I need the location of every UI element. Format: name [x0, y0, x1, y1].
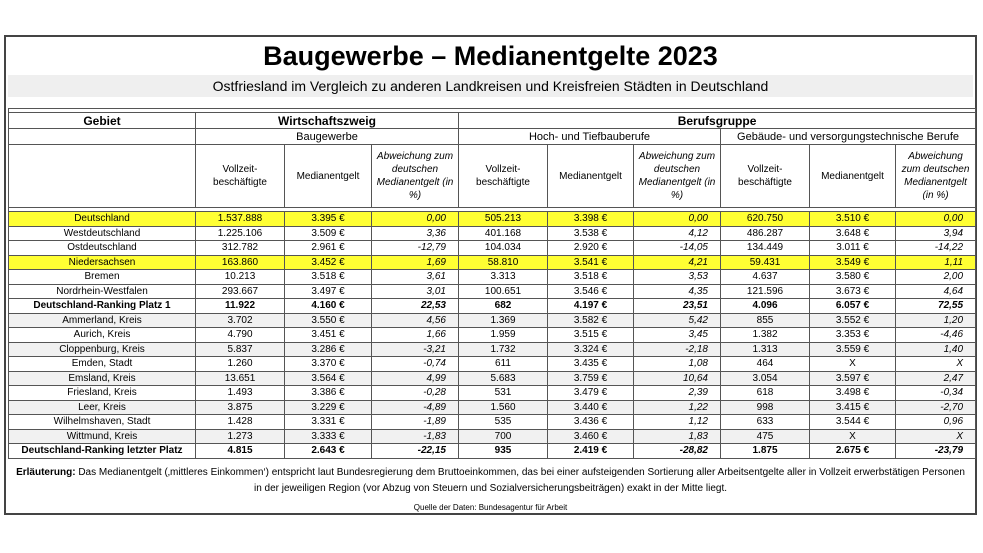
cell-vollzeit: 13.651: [196, 371, 285, 386]
cell-vollzeit: 935: [459, 444, 548, 459]
table-row: [9, 444, 976, 459]
cell-abweichung: X: [896, 429, 976, 444]
cell-vollzeit: 855: [721, 313, 810, 328]
cell-medianentgelt: 3.552 €: [810, 313, 896, 328]
cell-abweichung: -14,05: [634, 241, 721, 256]
row-region: Emsland, Kreis: [9, 371, 196, 386]
cell-medianentgelt: 3.564 €: [285, 371, 372, 386]
cell-vollzeit: 535: [459, 415, 548, 430]
cell-vollzeit: 1.273: [196, 429, 285, 444]
header-wirtschaftszweig: Wirtschaftszweig: [196, 113, 459, 129]
cell-abweichung: -0,34: [896, 386, 976, 401]
cell-abweichung: -4,89: [372, 400, 459, 415]
cell-vollzeit: 1.560: [459, 400, 548, 415]
cell-medianentgelt: 3.415 €: [810, 400, 896, 415]
header-abweichung: Abweichung zum deutschen Medianentgelt (in %): [372, 145, 459, 208]
cell-medianentgelt: 3.509 €: [285, 226, 372, 241]
cell-medianentgelt: 3.398 €: [548, 212, 634, 227]
cell-medianentgelt: 3.648 €: [810, 226, 896, 241]
cell-abweichung: 4,12: [634, 226, 721, 241]
cell-medianentgelt: X: [810, 357, 896, 372]
cell-medianentgelt: 3.550 €: [285, 313, 372, 328]
row-region: Deutschland-Ranking Platz 1: [9, 299, 196, 314]
cell-vollzeit: 1.382: [721, 328, 810, 343]
cell-medianentgelt: 3.538 €: [548, 226, 634, 241]
cell-abweichung: -28,82: [634, 444, 721, 459]
header-empty: [9, 145, 196, 208]
cell-medianentgelt: 2.961 €: [285, 241, 372, 256]
cell-medianentgelt: X: [810, 429, 896, 444]
row-region: Westdeutschland: [9, 226, 196, 241]
cell-vollzeit: 401.168: [459, 226, 548, 241]
cell-abweichung: 3,94: [896, 226, 976, 241]
cell-abweichung: 3,53: [634, 270, 721, 285]
cell-vollzeit: 100.651: [459, 284, 548, 299]
header-vollzeit: Vollzeit-beschäftigte: [196, 145, 285, 208]
cell-vollzeit: 5.837: [196, 342, 285, 357]
cell-vollzeit: 633: [721, 415, 810, 430]
cell-abweichung: 1,08: [634, 357, 721, 372]
cell-abweichung: -2,18: [634, 342, 721, 357]
cell-vollzeit: 475: [721, 429, 810, 444]
table-row: [9, 212, 976, 227]
cell-abweichung: 1,11: [896, 255, 976, 270]
cell-abweichung: -3,21: [372, 342, 459, 357]
header-medianentgelt: Medianentgelt: [285, 145, 372, 208]
cell-abweichung: 3,01: [372, 284, 459, 299]
cell-medianentgelt: 3.353 €: [810, 328, 896, 343]
cell-vollzeit: 312.782: [196, 241, 285, 256]
cell-vollzeit: 620.750: [721, 212, 810, 227]
cell-medianentgelt: 3.452 €: [285, 255, 372, 270]
cell-medianentgelt: 3.497 €: [285, 284, 372, 299]
header-row-2: [9, 129, 976, 145]
cell-abweichung: -2,70: [896, 400, 976, 415]
cell-vollzeit: 121.596: [721, 284, 810, 299]
cell-medianentgelt: 3.546 €: [548, 284, 634, 299]
cell-abweichung: -22,15: [372, 444, 459, 459]
cell-abweichung: 23,51: [634, 299, 721, 314]
header-row-1: [9, 113, 976, 129]
row-region: Deutschland: [9, 212, 196, 227]
cell-abweichung: 4,35: [634, 284, 721, 299]
cell-medianentgelt: 3.386 €: [285, 386, 372, 401]
header-vollzeit: Vollzeit-beschäftigte: [721, 145, 810, 208]
header-abweichung: Abweichung zum deutschen Medianentgelt (in %): [896, 145, 976, 208]
cell-vollzeit: 58.810: [459, 255, 548, 270]
cell-medianentgelt: 3.440 €: [548, 400, 634, 415]
cell-vollzeit: 104.034: [459, 241, 548, 256]
cell-medianentgelt: 3.541 €: [548, 255, 634, 270]
cell-abweichung: -12,79: [372, 241, 459, 256]
cell-vollzeit: 4.096: [721, 299, 810, 314]
cell-abweichung: 1,83: [634, 429, 721, 444]
cell-abweichung: 4,64: [896, 284, 976, 299]
header-vollzeit: Vollzeit-beschäftigte: [459, 145, 548, 208]
cell-vollzeit: 611: [459, 357, 548, 372]
cell-medianentgelt: 2.675 €: [810, 444, 896, 459]
row-region: Leer, Kreis: [9, 400, 196, 415]
cell-medianentgelt: 3.333 €: [285, 429, 372, 444]
table-body: [9, 212, 976, 459]
row-region: Emden, Stadt: [9, 357, 196, 372]
cell-medianentgelt: 3.395 €: [285, 212, 372, 227]
cell-vollzeit: 1.428: [196, 415, 285, 430]
cell-vollzeit: 505.213: [459, 212, 548, 227]
cell-vollzeit: 293.667: [196, 284, 285, 299]
cell-medianentgelt: 3.515 €: [548, 328, 634, 343]
cell-abweichung: 1,12: [634, 415, 721, 430]
cell-medianentgelt: 3.331 €: [285, 415, 372, 430]
header-empty: [9, 129, 196, 145]
table-row: [9, 241, 976, 256]
cell-vollzeit: 682: [459, 299, 548, 314]
cell-abweichung: 1,20: [896, 313, 976, 328]
cell-medianentgelt: 3.518 €: [548, 270, 634, 285]
cell-abweichung: 5,42: [634, 313, 721, 328]
cell-vollzeit: 4.790: [196, 328, 285, 343]
cell-abweichung: -0,74: [372, 357, 459, 372]
cell-abweichung: 2,00: [896, 270, 976, 285]
cell-medianentgelt: 4.197 €: [548, 299, 634, 314]
header-medianentgelt: Medianentgelt: [548, 145, 634, 208]
explanation-note: [16, 465, 965, 497]
cell-abweichung: 1,40: [896, 342, 976, 357]
header-baugewerbe: Baugewerbe: [196, 129, 459, 145]
cell-medianentgelt: 6.057 €: [810, 299, 896, 314]
row-region: Friesland, Kreis: [9, 386, 196, 401]
cell-abweichung: 72,55: [896, 299, 976, 314]
cell-medianentgelt: 2.419 €: [548, 444, 634, 459]
row-region: Bremen: [9, 270, 196, 285]
cell-vollzeit: 3.054: [721, 371, 810, 386]
cell-vollzeit: 1.313: [721, 342, 810, 357]
cell-abweichung: 2,47: [896, 371, 976, 386]
header-abweichung: Abweichung zum deutschen Medianentgelt (in %): [634, 145, 721, 208]
cell-vollzeit: 1.260: [196, 357, 285, 372]
header-hochtief: Hoch- und Tiefbauberufe: [459, 129, 721, 145]
cell-medianentgelt: 3.580 €: [810, 270, 896, 285]
cell-medianentgelt: 3.229 €: [285, 400, 372, 415]
cell-abweichung: 1,66: [372, 328, 459, 343]
cell-abweichung: 4,21: [634, 255, 721, 270]
row-region: Niedersachsen: [9, 255, 196, 270]
cell-medianentgelt: 3.498 €: [810, 386, 896, 401]
cell-medianentgelt: 3.510 €: [810, 212, 896, 227]
cell-vollzeit: 1.959: [459, 328, 548, 343]
cell-abweichung: 3,61: [372, 270, 459, 285]
cell-abweichung: -1,83: [372, 429, 459, 444]
row-region: Cloppenburg, Kreis: [9, 342, 196, 357]
cell-abweichung: 3,36: [372, 226, 459, 241]
table-row: [9, 429, 976, 444]
cell-abweichung: -14,22: [896, 241, 976, 256]
cell-vollzeit: 998: [721, 400, 810, 415]
cell-vollzeit: 1.369: [459, 313, 548, 328]
cell-abweichung: 1,69: [372, 255, 459, 270]
cell-vollzeit: 1.225.106: [196, 226, 285, 241]
cell-abweichung: -23,79: [896, 444, 976, 459]
page-subtitle: Ostfriesland im Vergleich zu anderen Landkreisen und Kreisfreien Städten in Deutschland: [8, 75, 973, 97]
header-berufsgruppe: Berufsgruppe: [459, 113, 976, 129]
cell-abweichung: 0,96: [896, 415, 976, 430]
cell-vollzeit: 10.213: [196, 270, 285, 285]
cell-abweichung: 4,56: [372, 313, 459, 328]
cell-medianentgelt: 3.597 €: [810, 371, 896, 386]
cell-medianentgelt: 3.479 €: [548, 386, 634, 401]
cell-medianentgelt: 3.582 €: [548, 313, 634, 328]
header-row-3: [9, 145, 976, 208]
median-wage-table: [8, 108, 976, 459]
cell-medianentgelt: 3.549 €: [810, 255, 896, 270]
row-region: Wilhelmshaven, Stadt: [9, 415, 196, 430]
cell-abweichung: -0,28: [372, 386, 459, 401]
note-text: Das Medianentgelt (‚mittleres Einkommen‘) entspricht laut Bundesregierung dem Bruttoeinkommen, das bei einer aufsteigenden Sortierung aller Arbeitsentgelte aller in Vollzeit erwerbstätigen Personen in der jeweiligen Region (vor Abzug von Steuern und Sozialversicherungsbeiträgen) exakt in der Mitte liegt.: [78, 467, 965, 494]
row-region: Ostdeutschland: [9, 241, 196, 256]
cell-medianentgelt: 3.436 €: [548, 415, 634, 430]
cell-medianentgelt: 3.324 €: [548, 342, 634, 357]
cell-abweichung: 10,64: [634, 371, 721, 386]
table-row: [9, 299, 976, 314]
report-frame: [4, 35, 977, 515]
cell-abweichung: 22,53: [372, 299, 459, 314]
table-row: [9, 313, 976, 328]
row-region: Wittmund, Kreis: [9, 429, 196, 444]
cell-abweichung: 2,39: [634, 386, 721, 401]
table-row: [9, 255, 976, 270]
source-line: Quelle der Daten: Bundesagentur für Arbeit: [413, 503, 568, 512]
cell-vollzeit: 11.922: [196, 299, 285, 314]
cell-abweichung: 3,45: [634, 328, 721, 343]
table-row: [9, 328, 976, 343]
cell-abweichung: 0,00: [896, 212, 976, 227]
page-title: Baugewerbe – Medianentgelte 2023: [263, 41, 718, 71]
row-region: Deutschland-Ranking letzter Platz: [9, 444, 196, 459]
cell-vollzeit: 464: [721, 357, 810, 372]
cell-medianentgelt: 3.435 €: [548, 357, 634, 372]
table-row: [9, 357, 976, 372]
cell-vollzeit: 3.875: [196, 400, 285, 415]
table-row: [9, 342, 976, 357]
cell-vollzeit: 163.860: [196, 255, 285, 270]
cell-medianentgelt: 3.460 €: [548, 429, 634, 444]
cell-vollzeit: 1.732: [459, 342, 548, 357]
cell-vollzeit: 486.287: [721, 226, 810, 241]
cell-vollzeit: 5.683: [459, 371, 548, 386]
cell-vollzeit: 3.313: [459, 270, 548, 285]
row-region: Ammerland, Kreis: [9, 313, 196, 328]
cell-medianentgelt: 3.759 €: [548, 371, 634, 386]
cell-vollzeit: 4.815: [196, 444, 285, 459]
cell-medianentgelt: 3.544 €: [810, 415, 896, 430]
cell-abweichung: 0,00: [372, 212, 459, 227]
cell-vollzeit: 1.875: [721, 444, 810, 459]
table-row: [9, 270, 976, 285]
header-gebaeude: Gebäude- und versorgungstechnische Berufe: [721, 129, 976, 145]
header-medianentgelt: Medianentgelt: [810, 145, 896, 208]
cell-medianentgelt: 3.370 €: [285, 357, 372, 372]
table-row: [9, 226, 976, 241]
cell-vollzeit: 134.449: [721, 241, 810, 256]
cell-medianentgelt: 2.920 €: [548, 241, 634, 256]
cell-vollzeit: 618: [721, 386, 810, 401]
cell-vollzeit: 4.637: [721, 270, 810, 285]
cell-vollzeit: 3.702: [196, 313, 285, 328]
cell-abweichung: X: [896, 357, 976, 372]
cell-medianentgelt: 4.160 €: [285, 299, 372, 314]
cell-medianentgelt: 3.286 €: [285, 342, 372, 357]
table-row: [9, 386, 976, 401]
cell-vollzeit: 1.493: [196, 386, 285, 401]
cell-vollzeit: 531: [459, 386, 548, 401]
cell-abweichung: 0,00: [634, 212, 721, 227]
cell-vollzeit: 700: [459, 429, 548, 444]
row-region: Aurich, Kreis: [9, 328, 196, 343]
cell-abweichung: -4,46: [896, 328, 976, 343]
cell-abweichung: -1,89: [372, 415, 459, 430]
table-row: [9, 400, 976, 415]
cell-abweichung: 4,99: [372, 371, 459, 386]
cell-vollzeit: 1.537.888: [196, 212, 285, 227]
note-label: Erläuterung:: [16, 467, 76, 478]
cell-vollzeit: 59.431: [721, 255, 810, 270]
cell-medianentgelt: 3.559 €: [810, 342, 896, 357]
table-row: [9, 415, 976, 430]
cell-medianentgelt: 3.011 €: [810, 241, 896, 256]
row-region: Nordrhein-Westfalen: [9, 284, 196, 299]
header-gebiet: Gebiet: [9, 113, 196, 129]
cell-medianentgelt: 2.643 €: [285, 444, 372, 459]
cell-abweichung: 1,22: [634, 400, 721, 415]
cell-medianentgelt: 3.673 €: [810, 284, 896, 299]
table-row: [9, 371, 976, 386]
cell-medianentgelt: 3.451 €: [285, 328, 372, 343]
cell-medianentgelt: 3.518 €: [285, 270, 372, 285]
table-row: [9, 284, 976, 299]
